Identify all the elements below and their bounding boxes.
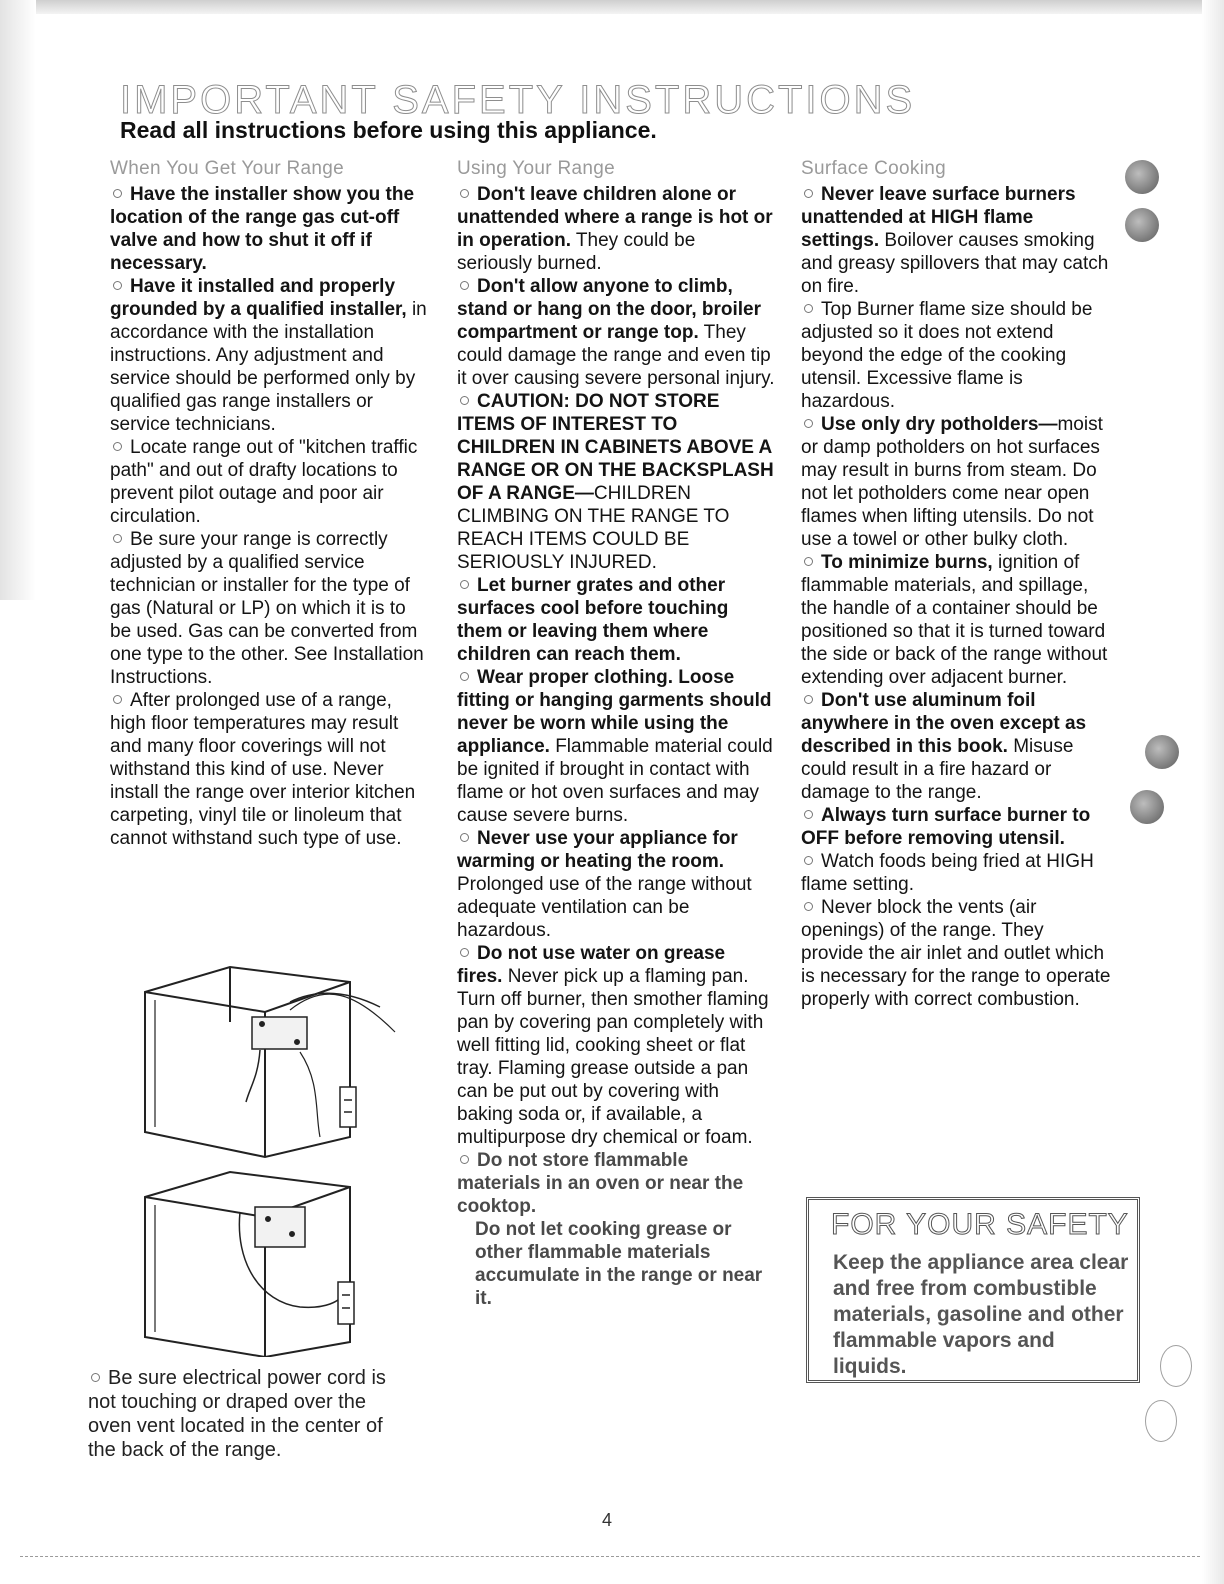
binder-hole-icon xyxy=(1130,790,1164,824)
range-power-cord-illustration xyxy=(140,962,400,1357)
page-title: IMPORTANT SAFETY INSTRUCTIONS xyxy=(120,78,916,122)
item-text: They could damage the range and even tip it over causing severe personal injury. xyxy=(457,322,775,389)
bullet-icon xyxy=(460,1155,469,1164)
item-text: CHILDREN CLIMBING ON THE RANGE TO REACH ITEMS COULD BE SERIOUSLY INJURED. xyxy=(457,483,730,573)
bullet-icon xyxy=(460,672,469,681)
item-text: Flammable material could be ignited if brought in contact with flame or hot oven surfaces and may cause severe burns. xyxy=(457,736,773,826)
bullet-icon xyxy=(804,304,813,313)
bullet-icon xyxy=(804,419,813,428)
column-heading: When You Get Your Range xyxy=(110,158,345,179)
item-bold-text: CAUTION: DO NOT STORE ITEMS OF INTEREST TO CHILDREN IN CABINETS ABOVE A RANGE OR ON THE BACKSPLASH OF A RANGE— xyxy=(457,391,774,504)
instruction-item xyxy=(801,689,1111,804)
item-text: in accordance with the installation instructions. Any adjustment and service should be performed only by qualified gas range installers or service technicians. xyxy=(110,299,427,435)
bullet-icon xyxy=(113,534,122,543)
item-bold-text: Don't allow anyone to climb, stand or hang on the door, broiler compartment or range top. xyxy=(457,276,762,343)
figure-caption xyxy=(88,1366,408,1462)
item-text: Misuse could result in a fire hazard or damage to the range. xyxy=(801,736,1074,803)
instruction-item xyxy=(110,183,430,275)
instruction-item xyxy=(457,275,775,390)
instruction-item xyxy=(457,942,775,1149)
scan-top-edge xyxy=(0,0,1224,14)
bullet-icon xyxy=(460,281,469,290)
binder-hole-icon xyxy=(1125,208,1159,242)
item-text: Prolonged use of the range without adequate ventilation can be hazardous. xyxy=(457,874,752,941)
binder-hole-icon xyxy=(1145,735,1179,769)
item-text: Top Burner flame size should be adjusted so it does not extend beyond the edge of the cooking utensil. Excessive flame is hazardous. xyxy=(801,299,1093,412)
instruction-item xyxy=(801,804,1111,850)
scan-bottom-edge xyxy=(20,1556,1200,1557)
item-bold-text: Do not let cooking grease or other flammable materials accumulate in the range or near it. xyxy=(475,1219,763,1309)
instruction-item xyxy=(457,1218,775,1310)
bullet-icon xyxy=(460,189,469,198)
column-heading: Surface Cooking xyxy=(801,158,946,179)
item-bold-text: Do not store flammable materials in an oven or near the cooktop. xyxy=(457,1150,744,1217)
item-bold-text: Never use your appliance for warming or heating the room. xyxy=(457,828,738,872)
column-using-your-range xyxy=(457,158,775,1310)
column-heading: Using Your Range xyxy=(457,158,615,179)
bullet-icon xyxy=(804,557,813,566)
item-bold-text: Don't use aluminum foil anywhere in the oven except as described in this book. xyxy=(801,690,1087,757)
instruction-item xyxy=(457,827,775,942)
bullet-icon xyxy=(113,189,122,198)
item-bold-text: Wear proper clothing. Loose fitting or hanging garments should never be worn while using the appliance. xyxy=(457,667,772,757)
bullet-icon xyxy=(460,833,469,842)
page-subtitle: Read all instructions before using this appliance. xyxy=(120,117,657,143)
column-surface-cooking xyxy=(801,158,1111,1011)
bullet-icon xyxy=(804,695,813,704)
bullet-icon xyxy=(91,1373,100,1382)
bullet-icon xyxy=(113,695,122,704)
bullet-icon xyxy=(460,948,469,957)
scan-right-edge xyxy=(1202,0,1224,1584)
instruction-item xyxy=(457,574,775,666)
bullet-icon xyxy=(804,856,813,865)
item-bold-text: To minimize burns, xyxy=(821,552,993,573)
scan-left-edge xyxy=(0,0,36,600)
item-text: Watch foods being fried at HIGH flame setting. xyxy=(801,851,1094,895)
bullet-icon xyxy=(460,396,469,405)
item-text: moist or damp potholders on hot surfaces may result in burns from steam. Do not let potholders come near open flames when lifting utensils. Do not use a towel or other bulky cloth. xyxy=(801,414,1103,550)
instruction-item xyxy=(110,689,430,850)
binder-hole-icon xyxy=(1125,160,1159,194)
item-text: After prolonged use of a range, high floor temperatures may result and many floor coverings will not withstand this kind of use. Never install the range over interior kitchen carpeting, vinyl tile or linoleum that cannot withstand such type of use. xyxy=(110,690,416,849)
safety-box-title: FOR YOUR SAFETY xyxy=(831,1208,1129,1241)
instruction-item xyxy=(801,850,1111,896)
column-when-you-get-your-range xyxy=(110,158,430,850)
item-text: They could be seriously burned. xyxy=(457,230,696,274)
instruction-item xyxy=(457,390,775,574)
item-text: Locate range out of "kitchen traffic path" and out of drafty locations to prevent pilot outage and poor air circulation. xyxy=(110,437,418,527)
item-bold-text: Have the installer show you the location of the range gas cut-off valve and how to shut it off if necessary. xyxy=(110,184,415,274)
instruction-item xyxy=(110,275,430,436)
instruction-item xyxy=(801,413,1111,551)
safety-box-body: Keep the appliance area clear and free from combustible materials, gasoline and other flammable vapors and liquids. xyxy=(833,1251,1129,1378)
item-bold-text: Don't leave children alone or unattended where a range is hot or in operation. xyxy=(457,184,773,251)
instruction-item xyxy=(457,1149,775,1218)
instruction-item xyxy=(110,528,430,689)
item-text: Boilover causes smoking and greasy spillovers that may catch on fire. xyxy=(801,230,1109,297)
binder-hole-ring-icon xyxy=(1160,1345,1192,1387)
item-bold-text: Never leave surface burners unattended at HIGH flame settings. xyxy=(801,184,1076,251)
bullet-icon xyxy=(113,442,122,451)
page-number: 4 xyxy=(602,1510,613,1530)
item-bold-text: Use only dry potholders— xyxy=(821,414,1058,435)
bullet-icon xyxy=(804,810,813,819)
item-bold-text: Let burner grates and other surfaces cool before touching them or leaving them where children can reach them. xyxy=(457,575,729,665)
item-text: ignition of flammable materials, and spillage, the handle of a container should be positioned so that it is turned toward the side or back of the range without extending over adjacent burner. xyxy=(801,552,1108,688)
bullet-icon xyxy=(460,580,469,589)
safety-callout-box xyxy=(806,1197,1140,1383)
instruction-item xyxy=(110,436,430,528)
instruction-item xyxy=(801,551,1111,689)
bullet-icon xyxy=(113,281,122,290)
item-text: Never block the vents (air openings) of the range. They provide the air inlet and outlet which is necessary for the range to operate properly with correct combustion. xyxy=(801,897,1111,1010)
bullet-icon xyxy=(804,902,813,911)
instruction-item xyxy=(457,666,775,827)
instruction-item xyxy=(801,298,1111,413)
instruction-item xyxy=(801,183,1111,298)
instruction-item xyxy=(457,183,775,275)
bullet-icon xyxy=(804,189,813,198)
item-text: Never pick up a flaming pan. Turn off burner, then smother flaming pan by covering pan completely with well fitting lid, cooking sheet or flat tray. Flaming grease outside a pan can be put out by covering with baking soda or, if available, a multipurpose dry chemical or foam. xyxy=(457,966,769,1148)
caption-text: Be sure electrical power cord is not touching or draped over the oven vent located in the center of the back of the range. xyxy=(88,1367,386,1461)
item-bold-text: Always turn surface burner to OFF before removing utensil. xyxy=(801,805,1091,849)
instruction-item xyxy=(801,896,1111,1011)
item-text: Be sure your range is correctly adjusted by a qualified service technician or installer for the type of gas (Natural or LP) on which it is to be used. Gas can be converted from one type to the other. See Installation Instructions. xyxy=(110,529,424,688)
item-bold-text: Have it installed and properly grounded by a qualified installer, xyxy=(110,276,407,320)
binder-hole-ring-icon xyxy=(1145,1400,1177,1442)
item-bold-text: Do not use water on grease fires. xyxy=(457,943,726,987)
